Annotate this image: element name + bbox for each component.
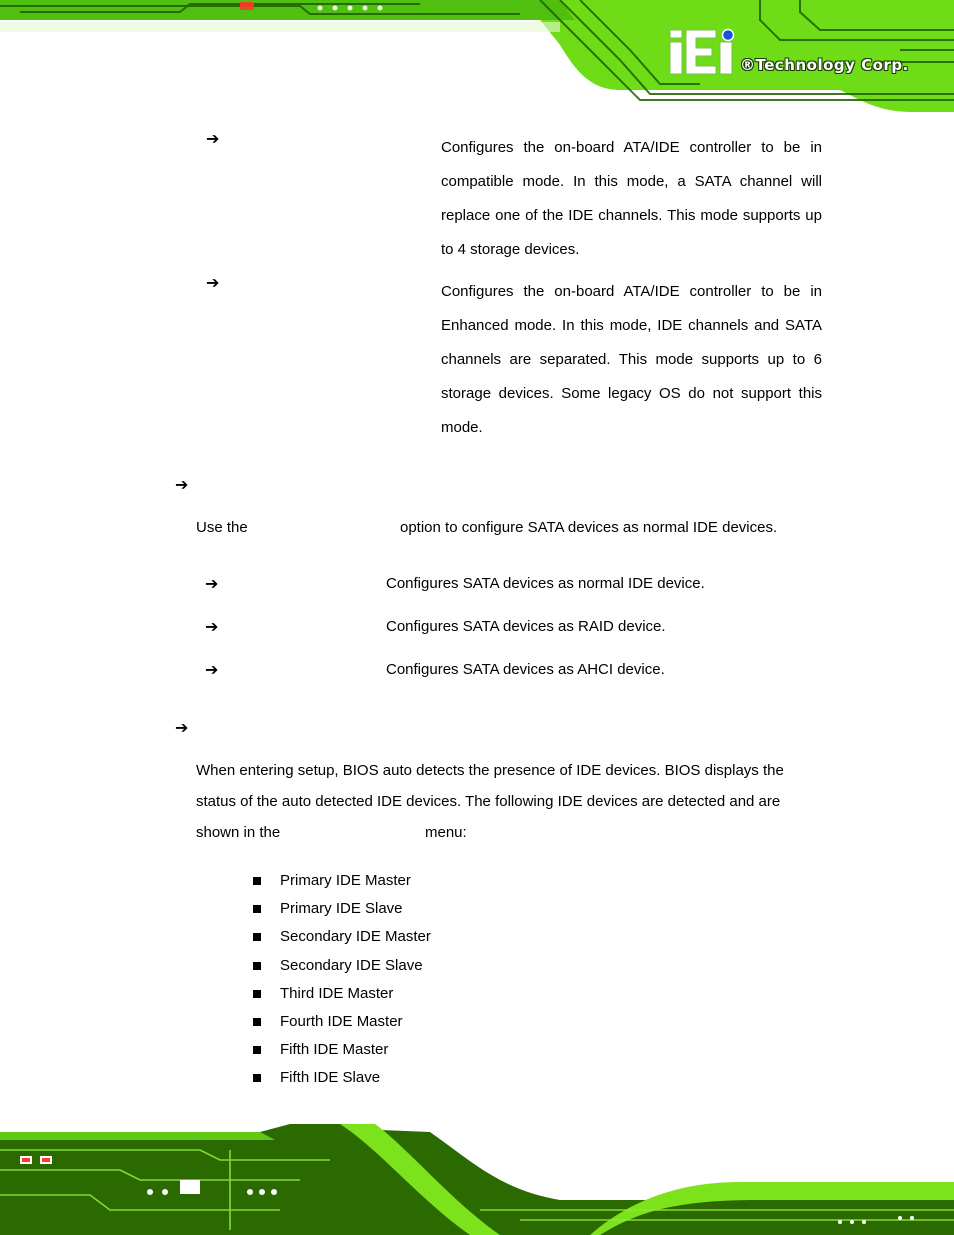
arrow-icon: ➔	[206, 273, 220, 292]
sata-option-description: Configures SATA devices as AHCI device.	[386, 661, 665, 678]
option-description: Configures the on-board ATA/IDE controller to be in compatible mode. In this mode, a SATA channel will replace one of the IDE channels. This mode supports up to 4 storage devices.	[441, 139, 822, 258]
arrow-icon: ➔	[205, 660, 219, 679]
footer-banner	[0, 1120, 954, 1235]
ide-paragraph-line: When entering setup, BIOS auto detects the presence of IDE devices. BIOS displays the	[196, 762, 784, 779]
square-bullet-icon	[253, 1046, 261, 1054]
section-arrow-icon: ➔	[175, 475, 189, 494]
brand-name: ®Technology Corp.	[740, 56, 909, 74]
arrow-icon: ➔	[205, 574, 219, 593]
list-item: Secondary IDE Master	[252, 924, 431, 952]
square-bullet-icon	[253, 877, 261, 885]
arrow-icon: ➔	[205, 617, 219, 636]
list-item: Third IDE Master	[252, 981, 431, 1009]
company-logo	[664, 26, 924, 82]
ide-device-list	[252, 868, 431, 1094]
list-item: Fourth IDE Master	[252, 1009, 431, 1037]
list-item: Fifth IDE Slave	[252, 1065, 431, 1093]
sata-option-description: Configures SATA devices as RAID device.	[386, 618, 666, 635]
ide-paragraph-line: status of the auto detected IDE devices. The following IDE devices are detected and are	[196, 793, 781, 810]
header-banner	[0, 0, 954, 112]
option-description: Configures the on-board ATA/IDE controller to be in Enhanced mode. In this mode, IDE channels and SATA channels are separated. This mode supports up to 6 storage devices. Some legacy OS do not support this mode.	[441, 283, 822, 436]
square-bullet-icon	[253, 1074, 261, 1082]
square-bullet-icon	[253, 905, 261, 913]
square-bullet-icon	[253, 933, 261, 941]
sata-intro-text-end: option to configure SATA devices as normal IDE devices.	[400, 519, 778, 536]
list-item: Primary IDE Slave	[252, 896, 431, 924]
pcb-footer-graphic	[0, 1120, 954, 1235]
square-bullet-icon	[253, 1018, 261, 1026]
square-bullet-icon	[253, 990, 261, 998]
list-item: Fifth IDE Master	[252, 1037, 431, 1065]
ide-paragraph-line: shown in the	[196, 824, 281, 841]
iei-logo-mark-icon	[668, 28, 738, 76]
sata-option-description: Configures SATA devices as normal IDE device.	[386, 575, 705, 592]
list-item: Primary IDE Master	[252, 868, 431, 896]
list-item: Secondary IDE Slave	[252, 953, 431, 981]
sata-intro-text: Use the	[196, 519, 248, 536]
ide-paragraph-line-end: menu:	[425, 824, 467, 841]
arrow-icon: ➔	[206, 129, 220, 148]
square-bullet-icon	[253, 962, 261, 970]
section-arrow-icon: ➔	[175, 718, 189, 737]
